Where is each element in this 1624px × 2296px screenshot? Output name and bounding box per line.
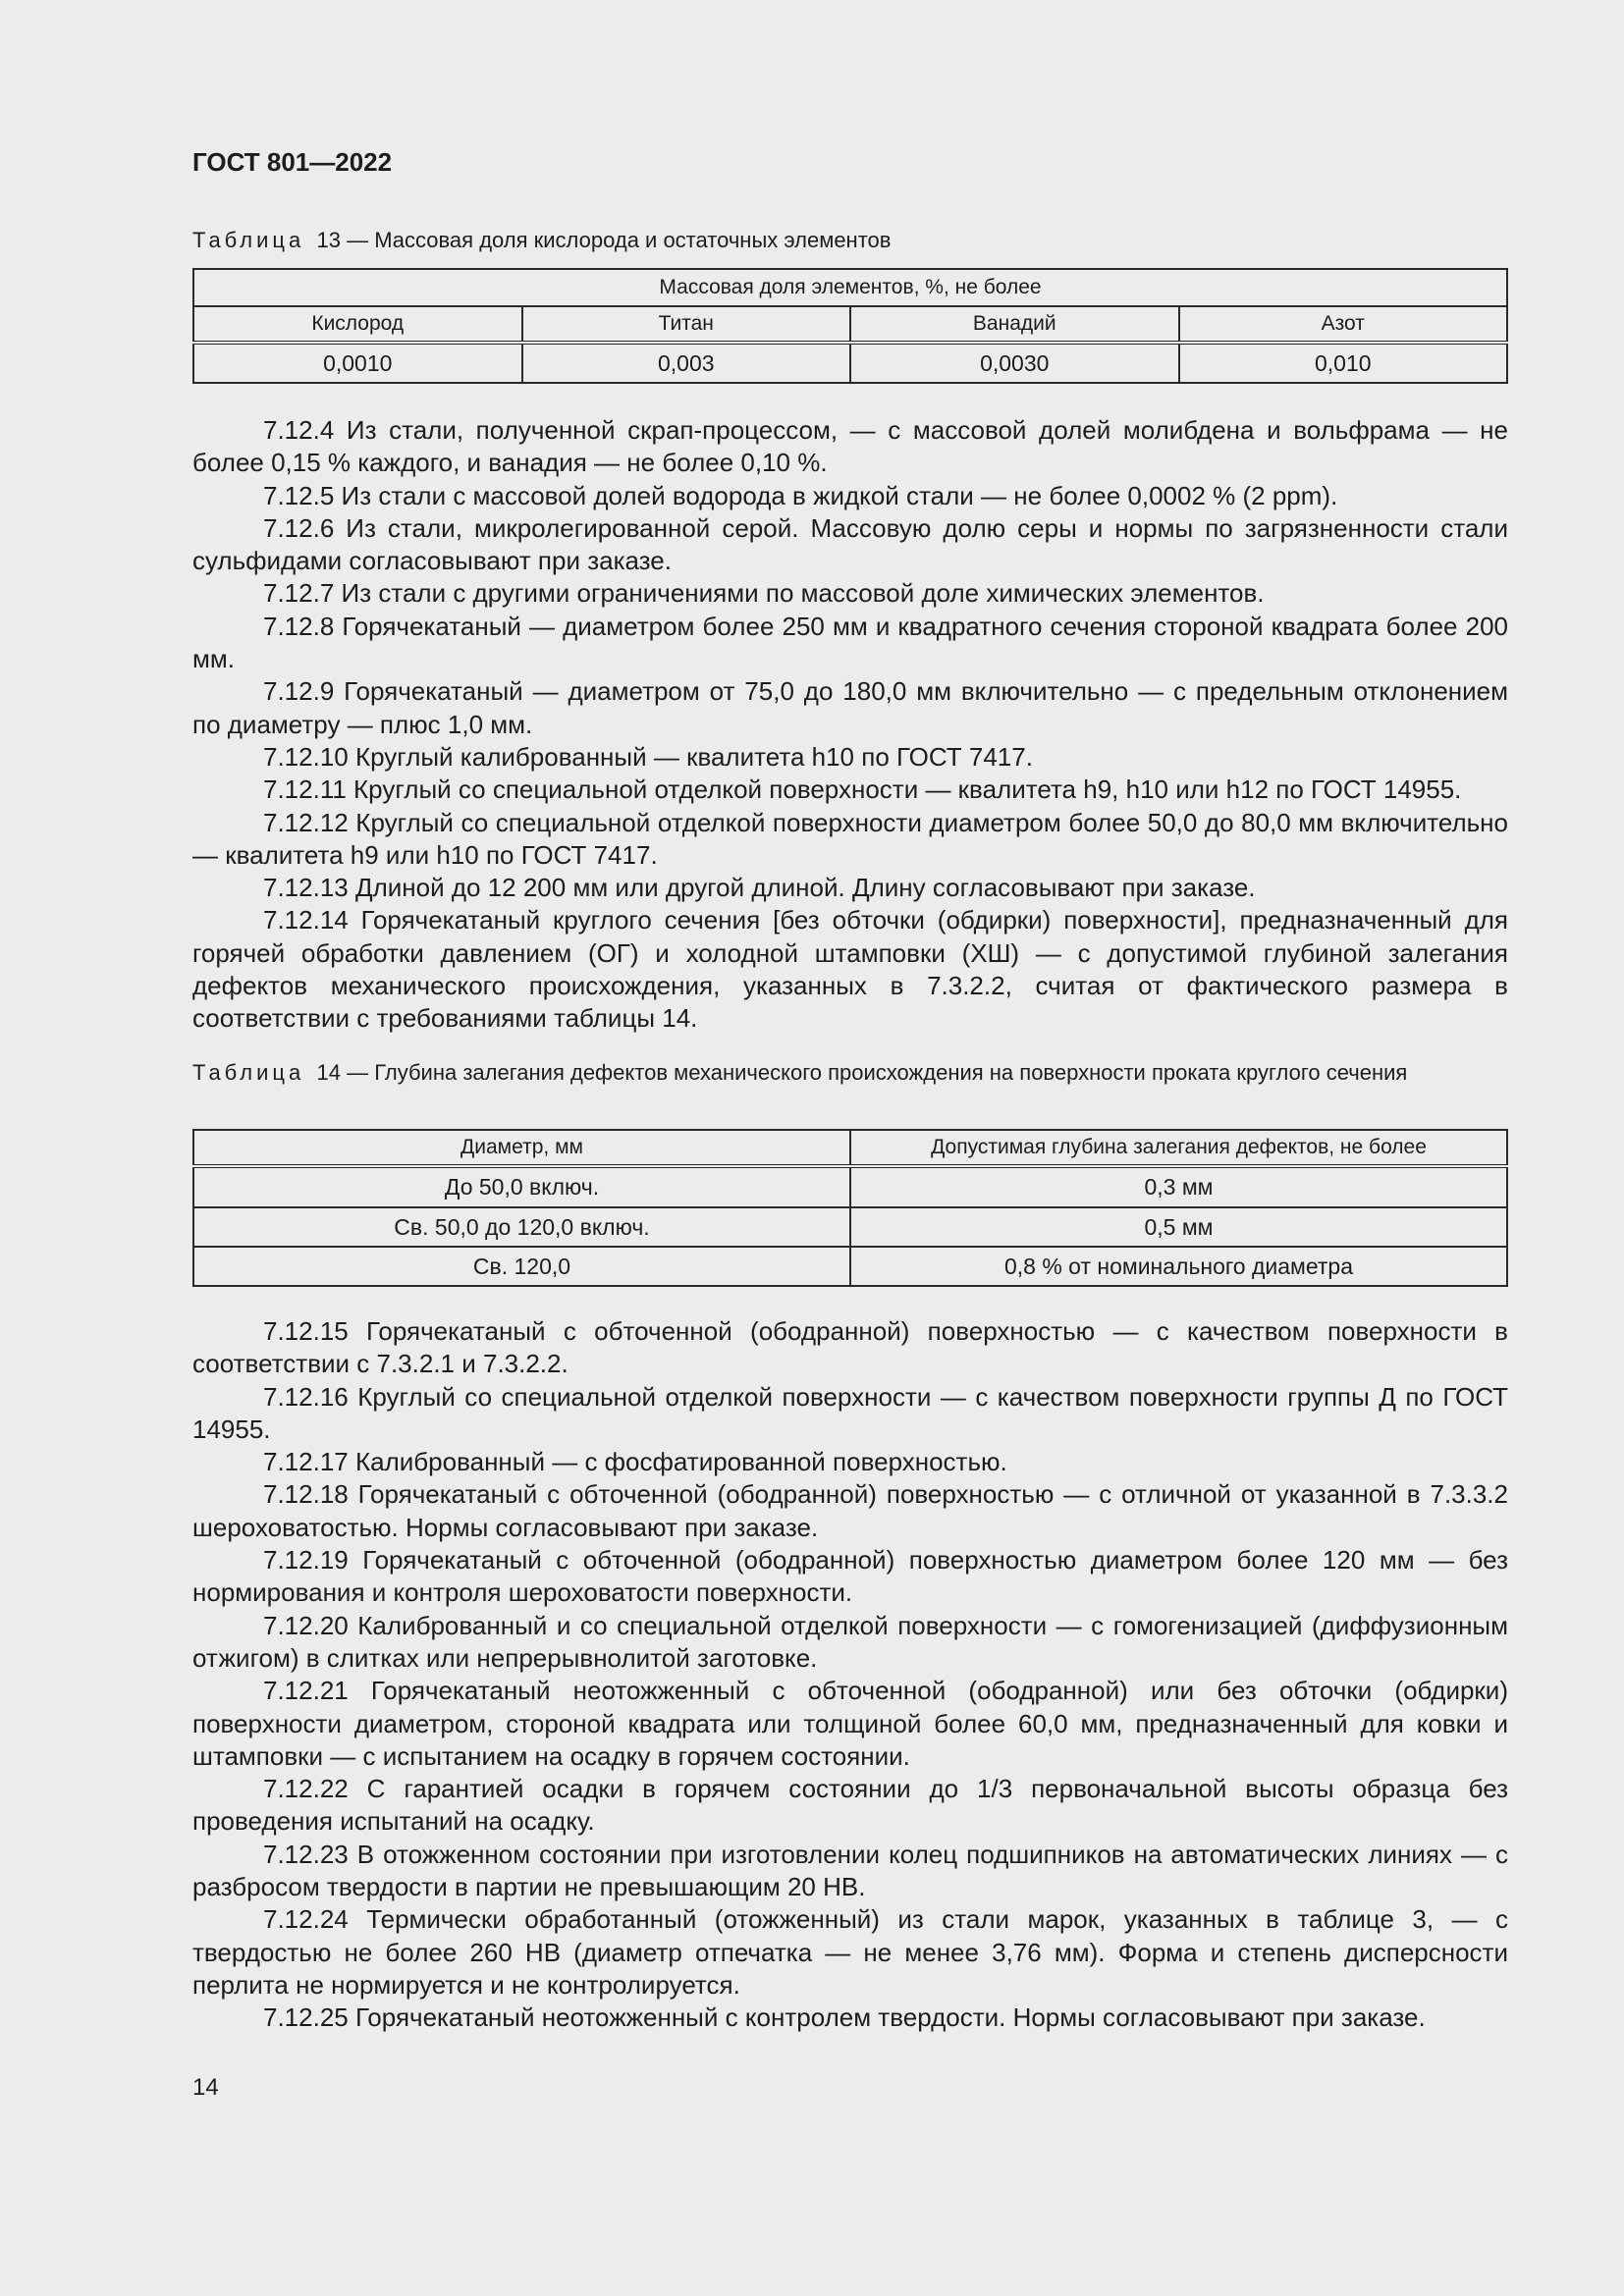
paragraph: 7.12.22 С гарантией осадки в горячем состоянии до 1/3 первоначальной высоты образца без проведения испытаний на осадку. <box>192 1774 1508 1837</box>
table-14-caption-text: 14 — Глубина залегания дефектов механического происхождения на поверхности проката круглого сечения <box>316 1060 1408 1085</box>
table-13-cell: 0,0010 <box>193 343 522 383</box>
table-13-col-header: Азот <box>1179 306 1508 343</box>
document-header: ГОСТ 801—2022 <box>192 147 393 177</box>
paragraph: 7.12.19 Горячекатаный с обточенной (ободранной) поверхностью диаметром более 120 мм — без нормирования и контроля шероховатости поверхности. <box>192 1545 1508 1608</box>
paragraph: 7.12.14 Горячекатаный круглого сечения [без обточки (обдирки) поверхности], предназначенный для горячей обработки давлением (ОГ) и холодной штамповки (ХШ) — с допустимой глубиной залегания дефектов механического происхождения, указанных в 7.3.2.2, считая от фактического размера в соответствии с требованиями таблицы 14. <box>192 905 1508 1034</box>
paragraph: 7.12.21 Горячекатаный неотожженный с обточенной (ободранной) или без обточки (обдирки) поверхности диаметром, стороной квадрата или толщиной более 60,0 мм, предназначенный для ковки и штамповки — с испытанием на осадку в горячем состоянии. <box>192 1676 1508 1771</box>
paragraph: 7.12.25 Горячекатаный неотожженный с контролем твердости. Нормы согласовывают при заказе. <box>263 2002 1426 2033</box>
paragraph: 7.12.4 Из стали, полученной скрап-процессом, — с массовой долей молибдена и вольфрама — не более 0,15 % каждого, и ванадия — не более 0,10 %. <box>192 415 1508 478</box>
paragraph: 7.12.13 Длиной до 12 200 мм или другой длиной. Длину согласовывают при заказе. <box>263 873 1256 903</box>
table-14-cell: 0,3 мм <box>850 1166 1507 1207</box>
paragraph: 7.12.12 Круглый со специальной отделкой поверхности диаметром более 50,0 до 80,0 мм включительно — квалитета h9 или h10 по ГОСТ 7417. <box>192 807 1508 870</box>
table-14-cell: 0,8 % от номинального диаметра <box>850 1247 1507 1286</box>
paragraph: 7.12.6 Из стали, микролегированной серой. Массовую долю серы и нормы по загрязненности стали сульфидами согласовывают при заказе. <box>192 512 1508 576</box>
table-14-caption <box>192 1058 1508 1088</box>
body-text-section-b <box>192 1315 1508 2035</box>
table-14-col-header: Допустимая глубина залегания дефектов, не более <box>850 1130 1507 1166</box>
table-13-col-header: Ванадий <box>850 306 1179 343</box>
table-14-caption-label: Таблица <box>192 1060 305 1085</box>
paragraph: 7.12.16 Круглый со специальной отделкой поверхности — с качеством поверхности группы Д по ГОСТ 14955. <box>192 1381 1508 1444</box>
paragraph: 7.12.15 Горячекатаный с обточенной (ободранной) поверхностью — с качеством поверхности в соответствии с 7.3.2.1 и 7.3.2.2. <box>192 1316 1508 1379</box>
paragraph: 7.12.8 Горячекатаный — диаметром более 250 мм и квадратного сечения стороной квадрата более 200 мм. <box>192 611 1508 674</box>
table-14-cell: 0,5 мм <box>850 1207 1507 1247</box>
table-13-group-header: Массовая доля элементов, %, не более <box>193 269 1507 306</box>
table-13-cell: 0,0030 <box>850 343 1179 383</box>
table-13-cell: 0,010 <box>1179 343 1508 383</box>
paragraph: 7.12.5 Из стали с массовой долей водорода в жидкой стали — не более 0,0002 % (2 ppm). <box>263 480 1338 510</box>
table-14-cell: До 50,0 включ. <box>193 1166 850 1207</box>
body-text-section-a <box>192 414 1508 1036</box>
table-13-cell: 0,003 <box>522 343 851 383</box>
table-13-caption <box>192 226 1508 255</box>
table-13-col-header: Титан <box>522 306 851 343</box>
paragraph: 7.12.17 Калиброванный — с фосфатированной поверхностью. <box>263 1447 1007 1477</box>
paragraph: 7.12.23 В отожженном состоянии при изготовлении колец подшипников на автоматических линиях — с разбросом твердости в партии не превышающим 20 НВ. <box>192 1839 1508 1902</box>
table-14 <box>192 1129 1508 1287</box>
paragraph: 7.12.11 Круглый со специальной отделкой поверхности — квалитета h9, h10 или h12 по ГОСТ 14955. <box>263 774 1462 805</box>
table-14-cell: Св. 120,0 <box>193 1247 850 1286</box>
paragraph: 7.12.7 Из стали с другими ограничениями по массовой доле химических элементов. <box>263 578 1265 609</box>
page-number: 14 <box>192 2074 219 2101</box>
table-14-cell: Св. 50,0 до 120,0 включ. <box>193 1207 850 1247</box>
paragraph: 7.12.24 Термически обработанный (отожженный) из стали марок, указанных в таблице 3, — с твердостью не более 260 НВ (диаметр отпечатка — не менее 3,76 мм). Форма и степень дисперсности перлита не нормируется и не контролируется. <box>192 1904 1508 2000</box>
paragraph: 7.12.9 Горячекатаный — диаметром от 75,0 до 180,0 мм включительно — с предельным отклонением по диаметру — плюс 1,0 мм. <box>192 676 1508 739</box>
paragraph: 7.12.18 Горячекатаный с обточенной (ободранной) поверхностью — с отличной от указанной в 7.3.3.2 шероховатостью. Нормы согласовывают при заказе. <box>192 1479 1508 1542</box>
table-13 <box>192 268 1508 384</box>
table-14-col-header: Диаметр, мм <box>193 1130 850 1166</box>
paragraph: 7.12.20 Калиброванный и со специальной отделкой поверхности — с гомогенизацией (диффузионным отжигом) в слитках или непрерывнолитой заготовке. <box>192 1610 1508 1673</box>
table-13-col-header: Кислород <box>193 306 522 343</box>
paragraph: 7.12.10 Круглый калиброванный — квалитета h10 по ГОСТ 7417. <box>263 741 1033 772</box>
table-13-caption-label: Таблица <box>192 228 305 252</box>
table-13-caption-text: 13 — Массовая доля кислорода и остаточных элементов <box>316 228 892 252</box>
